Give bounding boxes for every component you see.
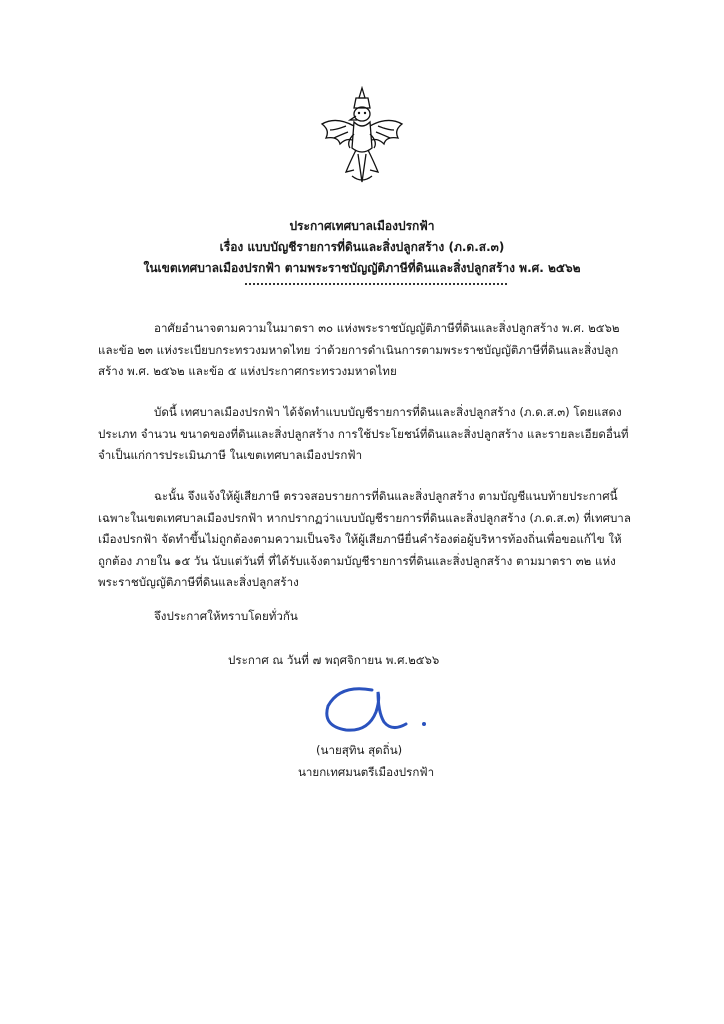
paragraph-line: จำเป็นแก่การประเมินภาษี ในเขตเทศบาลเมืองปรกฟ้า	[98, 448, 363, 462]
paragraph-line: เฉพาะในเขตเทศบาลเมืองปรกฟ้า หากปรากฏว่าแบบบัญชีรายการที่ดินและสิ่งปลูกสร้าง (ภ.ด.ส.๓) ที่เทศบาล	[98, 510, 631, 525]
paragraph-line: เมืองปรกฟ้า จัดทำขึ้นไม่ถูกต้องตามความเป็นจริง ให้ผู้เสียภาษียื่นคำร้องต่อผู้บริหารท้องถิ่นเพื่อขอแก้ไข ให้	[98, 532, 622, 546]
paragraph-line: และข้อ ๒๓ แห่งระเบียบกระทรวงมหาดไทย ว่าด้วยการดำเนินการตามพระราชบัญญัติภาษีที่ดินและสิ่งปลูก	[98, 342, 619, 357]
paragraph-line: ฉะนั้น จึงแจ้งให้ผู้เสียภาษี ตรวจสอบรายการที่ดินและสิ่งปลูกสร้าง ตามบัญชีแนบท้ายประกาศนี้	[154, 489, 618, 503]
paragraph-line: สร้าง พ.ศ. ๒๕๖๒ และข้อ ๕ แห่งประกาศกระทรวงมหาดไทย	[98, 364, 397, 378]
header-line-2: เรื่อง แบบบัญชีรายการที่ดินและสิ่งปลูกสร้าง (ภ.ด.ส.๓)	[219, 240, 505, 254]
paragraph-line: บัดนี้ เทศบาลเมืองปรกฟ้า ได้จัดทำแบบบัญชีรายการที่ดินและสิ่งปลูกสร้าง (ภ.ด.ส.๓) โดยแสดง	[154, 405, 622, 419]
dotted-divider	[245, 283, 507, 285]
paragraph-preparation	[98, 402, 638, 467]
header-line-1: ประกาศเทศบาลเมืองปรกฟ้า	[289, 219, 435, 233]
announcement-date: ประกาศ ณ วันที่ ๗ พฤศจิกายน พ.ศ.๒๕๖๖	[228, 653, 440, 667]
paragraph-line: ประเภท จำนวน ขนาดของที่ดินและสิ่งปลูกสร้าง การใช้ประโยชน์ที่ดินและสิ่งปลูกสร้าง และรายละเอียดอื่นที่	[98, 426, 629, 441]
garuda-emblem-icon	[316, 86, 408, 186]
signer-name: (นายสุทิน สุดถิ่น)	[316, 743, 403, 757]
signature	[320, 680, 440, 736]
announcement-header	[90, 216, 634, 279]
paragraph-line: ถูกต้อง ภายใน ๑๕ วัน นับแต่วันที่ ที่ได้รับแจ้งตามบัญชีรายการที่ดินและสิ่งปลูกสร้าง ตามมาตรา ๓๒ แห่ง	[98, 553, 616, 568]
paragraph-authority	[98, 318, 638, 383]
paragraph-line: พระราชบัญญัติภาษีที่ดินและสิ่งปลูกสร้าง	[98, 575, 299, 589]
closing-inform: จึงประกาศให้ทราบโดยทั่วกัน	[154, 609, 298, 623]
paragraph-notice	[98, 486, 638, 594]
header-line-3: ในเขตเทศบาลเมืองปรกฟ้า ตามพระราชบัญญัติภาษีที่ดินและสิ่งปลูกสร้าง พ.ศ. ๒๕๖๒	[143, 261, 581, 275]
signer-title: นายกเทศมนตรีเมืองปรกฟ้า	[298, 765, 435, 779]
paragraph-line: อาศัยอำนาจตามความในมาตรา ๓๐ แห่งพระราชบัญญัติภาษีที่ดินและสิ่งปลูกสร้าง พ.ศ. ๒๕๖๒	[154, 321, 620, 335]
